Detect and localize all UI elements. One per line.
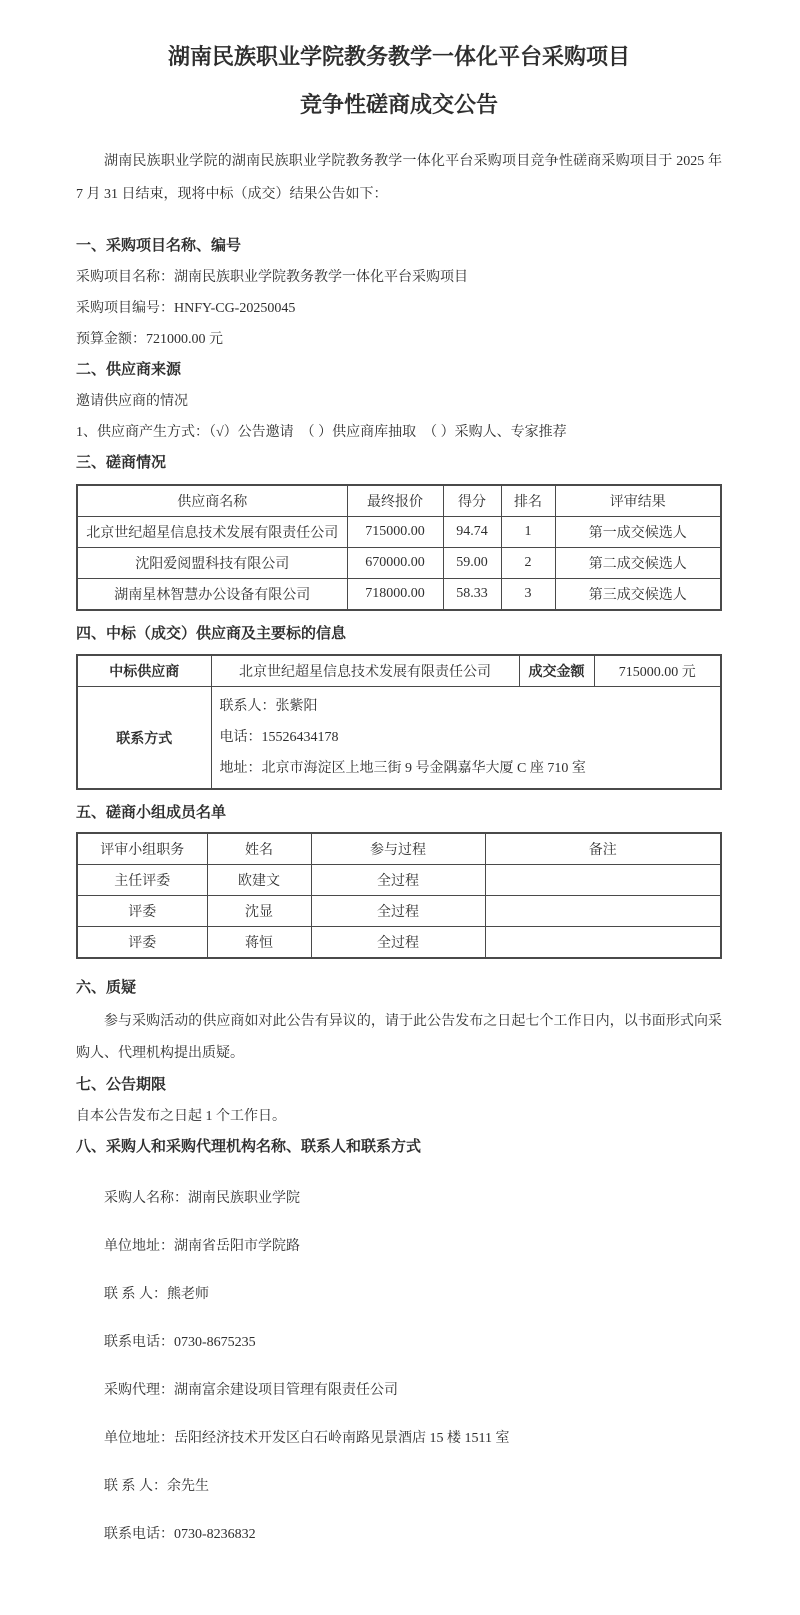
section-2-heading: 二、供应商来源: [76, 362, 182, 378]
section-5-heading: 五、磋商小组成员名单: [76, 805, 227, 821]
table-cell-supplier: 北京世纪超星信息技术发展有限责任公司: [77, 517, 347, 548]
budget-line: 预算金额：721000.00 元: [76, 332, 223, 347]
contact-phone-line: 电话：15526434178: [219, 730, 339, 745]
purchaser-address-line: 单位地址：湖南省岳阳市学院路: [104, 1239, 300, 1254]
table-row: [77, 517, 721, 548]
table-cell-process: 全过程: [311, 896, 485, 927]
agency-phone-line: 联系电话：0730-8236832: [104, 1527, 256, 1542]
section-6-heading: 六、质疑: [76, 980, 137, 996]
contacts-block: [76, 1175, 722, 1559]
project-number-line: 采购项目编号：HNFY-CG-20250045: [76, 301, 296, 316]
table-cell-supplier: 沈阳爱阅盟科技有限公司: [77, 548, 347, 579]
col-header-result: 评审结果: [555, 485, 721, 517]
col-header-score: 得分: [443, 485, 501, 517]
table-cell-role: 评委: [77, 896, 207, 927]
table-cell-price: 670000.00: [347, 548, 443, 579]
section-1-heading: 一、采购项目名称、编号: [76, 238, 242, 254]
col-header-role: 评审小组职务: [77, 833, 207, 865]
winner-info-table: [76, 654, 722, 790]
table-cell-remark: [485, 896, 721, 927]
agency-name-line: 采购代理：湖南富余建设项目管理有限责任公司: [104, 1383, 398, 1398]
table-cell-result: 第二成交候选人: [555, 548, 721, 579]
table-row: [77, 548, 721, 579]
supplier-method-line: 1、供应商产生方式：（√）公告邀请 （ ）供应商库抽取 （ ）采购人、专家推荐: [76, 425, 567, 440]
doc-title: 湖南民族职业学院教务教学一体化平台采购项目: [167, 44, 630, 69]
table-cell-name: 沈显: [207, 896, 311, 927]
table-cell-result: 第三成交候选人: [555, 579, 721, 611]
agency-address-line: 单位地址：岳阳经济技术开发区白石岭南路见景酒店 15 楼 1511 室: [104, 1431, 510, 1446]
table-cell-role: 评委: [77, 927, 207, 959]
table-cell-process: 全过程: [311, 865, 485, 896]
col-header-supplier: 供应商名称: [77, 485, 347, 517]
table-row: [77, 927, 721, 959]
table-cell-remark: [485, 865, 721, 896]
section-4-heading: 四、中标（成交）供应商及主要标的信息: [76, 626, 347, 642]
table-cell-score: 59.00: [443, 548, 501, 579]
table-cell-score: 94.74: [443, 517, 501, 548]
col-header-name: 姓名: [207, 833, 311, 865]
agency-contact-line: 联 系 人：余先生: [104, 1479, 209, 1494]
section-8-heading: 八、采购人和采购代理机构名称、联系人和联系方式: [76, 1139, 422, 1155]
purchaser-phone-line: 联系电话：0730-8675235: [104, 1335, 256, 1350]
table-cell-price: 715000.00: [347, 517, 443, 548]
purchaser-contact-line: 联 系 人：熊老师: [104, 1287, 209, 1302]
intro-paragraph: 湖南民族职业学院的湖南民族职业学院教务教学一体化平台采购项目竞争性磋商采购项目于 2025 年 7 月 31 日结束，现将中标（成交）结果公告如下：: [76, 154, 722, 202]
col-header-process: 参与过程: [311, 833, 485, 865]
panel-members-table: [76, 832, 722, 959]
table-cell-rank: 1: [501, 517, 555, 548]
table-cell-name: 蒋恒: [207, 927, 311, 959]
table-cell-result: 第一成交候选人: [555, 517, 721, 548]
contact-label-cell: 联系方式: [77, 687, 211, 790]
winner-row: [77, 655, 721, 687]
winner-name-cell: 北京世纪超星信息技术发展有限责任公司: [211, 655, 519, 687]
contact-lines-cell: [211, 687, 721, 790]
negotiation-results-table: [76, 484, 722, 611]
winner-label-cell: 中标供应商: [77, 655, 211, 687]
purchaser-name-line: 采购人名称：湖南民族职业学院: [104, 1191, 300, 1206]
contact-address-line: 地址：北京市海淀区上地三街 9 号金隅嘉华大厦 C 座 710 室: [219, 761, 586, 776]
table-cell-remark: [485, 927, 721, 959]
objection-paragraph: 参与采购活动的供应商如对此公告有异议的，请于此公告发布之日起七个工作日内，以书面形式向采购人、代理机构提出质疑。: [76, 1014, 722, 1061]
table-cell-role: 主任评委: [77, 865, 207, 896]
col-header-remark: 备注: [485, 833, 721, 865]
table-cell-rank: 3: [501, 579, 555, 611]
contact-person-line: 联系人：张紫阳: [219, 699, 318, 714]
supplier-invite-line: 邀请供应商的情况: [76, 394, 188, 409]
contact-row: [77, 687, 721, 790]
section-7-heading: 七、公告期限: [76, 1077, 167, 1093]
table-cell-name: 欧建文: [207, 865, 311, 896]
table-row: [77, 896, 721, 927]
table-row: [77, 865, 721, 896]
project-name-line: 采购项目名称：湖南民族职业学院教务教学一体化平台采购项目: [76, 270, 468, 285]
col-header-rank: 排名: [501, 485, 555, 517]
table-header-row: [77, 833, 721, 865]
table-header-row: [77, 485, 721, 517]
col-header-final-price: 最终报价: [347, 485, 443, 517]
table-cell-process: 全过程: [311, 927, 485, 959]
doc-subtitle: 竞争性磋商成交公告: [299, 92, 498, 117]
table-row: [77, 579, 721, 611]
amount-label-cell: 成交金额: [519, 655, 594, 687]
table-cell-score: 58.33: [443, 579, 501, 611]
amount-value-cell: 715000.00 元: [594, 655, 721, 687]
section-3-heading: 三、磋商情况: [76, 455, 167, 471]
table-cell-rank: 2: [501, 548, 555, 579]
table-cell-supplier: 湖南星林智慧办公设备有限公司: [77, 579, 347, 611]
announcement-period-line: 自本公告发布之日起 1 个工作日。: [76, 1109, 286, 1124]
table-cell-price: 718000.00: [347, 579, 443, 611]
